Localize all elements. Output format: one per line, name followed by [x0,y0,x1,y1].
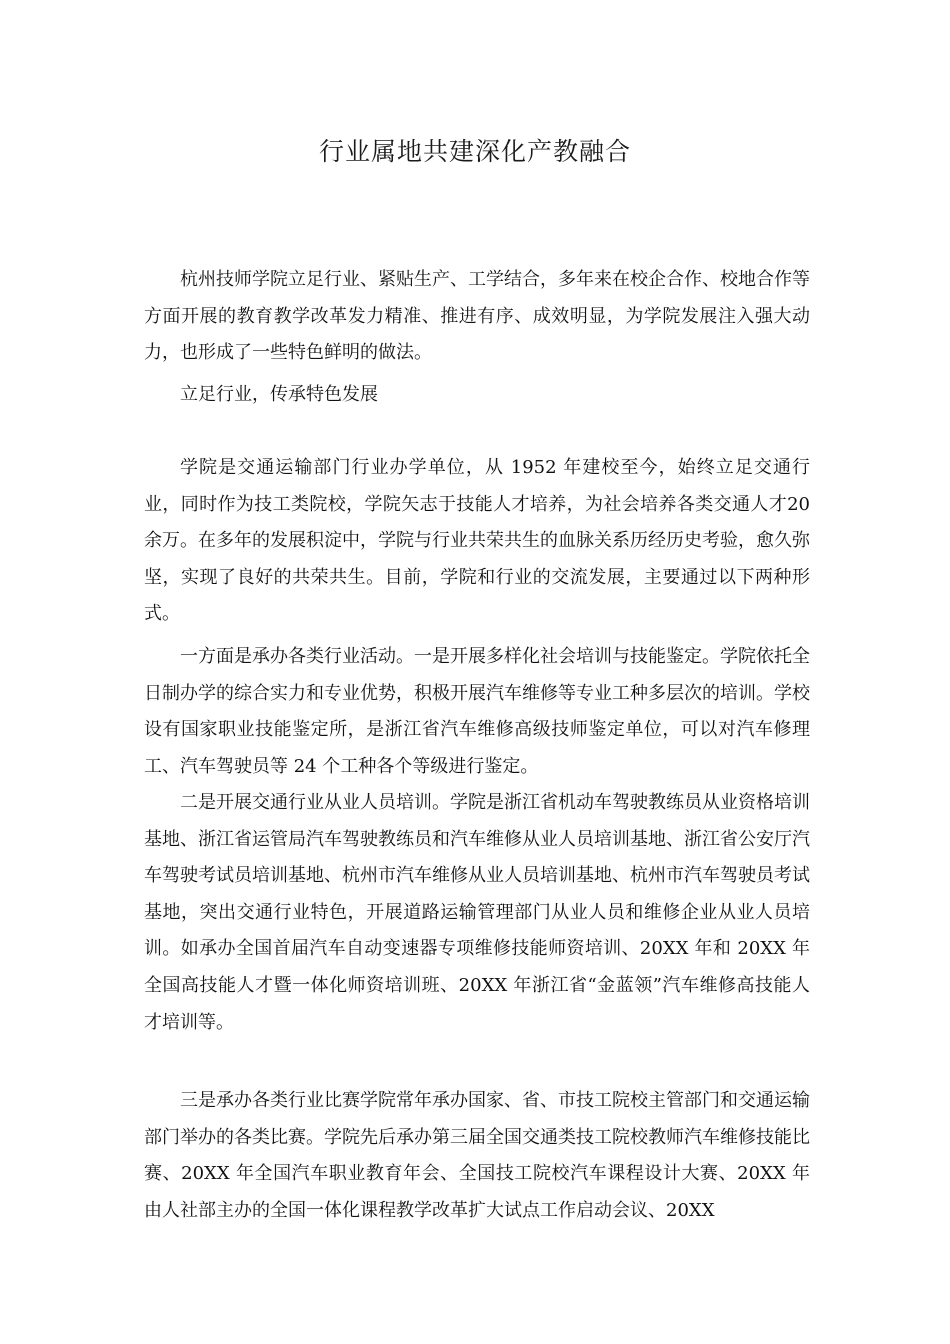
paragraph-history: 学院是交通运输部门行业办学单位，从 1952 年建校至今，始终立足交通行业，同时作为技工类院校，学院矢志于技能人才培养，为社会培养各类交通人才20余万。在多年的发展积淀中，学院与行业共荣共生的血脉关系历经历史考验，愈久弥坚，实现了良好的共荣共生。目前，学院和行业的交流发展，主要通过以下两种形式。 [144,457,810,625]
paragraph-competitions: 三是承办各类行业比赛学院常年承办国家、省、市技工院校主管部门和交通运输部门举办的各类比赛。学院先后承办第三届全国交通类技工院校教师汽车维修技能比赛、20XX 年全国汽车职业教育年会、全国技工院校汽车课程设计大赛、20XX 年由人社部主办的全国一体化课程教学改革扩大试点工作启动会议、20XX [144,1090,810,1221]
paragraph-industry-activities: 一方面是承办各类行业活动。一是开展多样化社会培训与技能鉴定。学院依托全日制办学的综合实力和专业优势，积极开展汽车维修等专业工种多层次的培训。学校设有国家职业技能鉴定所，是浙江省汽车维修高级技师鉴定单位，可以对汽车修理工、汽车驾驶员等 24 个工种各个等级进行鉴定。 [144,646,810,777]
paragraph-intro: 杭州技师学院立足行业、紧贴生产、工学结合，多年来在校企合作、校地合作等方面开展的教育教学改革发力精准、推进有序、成效明显，为学院发展注入强大动力，也形成了一些特色鲜明的做法。 [144,269,810,364]
section-heading-industry: 立足行业，传承特色发展 [180,384,378,405]
paragraph-staff-training: 二是开展交通行业从业人员培训。学院是浙江省机动车驾驶教练员从业资格培训基地、浙江省运管局汽车驾驶教练员和汽车维修从业人员培训基地、浙江省公安厅汽车驾驶考试员培训基地、杭州市汽车维修从业人员培训基地、杭州市汽车驾驶员考试基地，突出交通行业特色，开展道路运输管理部门从业人员和维修企业从业人员培训。如承办全国首届汽车自动变速器专项维修技能师资培训、20XX 年和 20XX 年全国高技能人才暨一体化师资培训班、20XX 年浙江省“金蓝领”汽车维修高技能人才培训等。 [144,792,810,1033]
document-title: 行业属地共建深化产教融合 [318,137,631,166]
